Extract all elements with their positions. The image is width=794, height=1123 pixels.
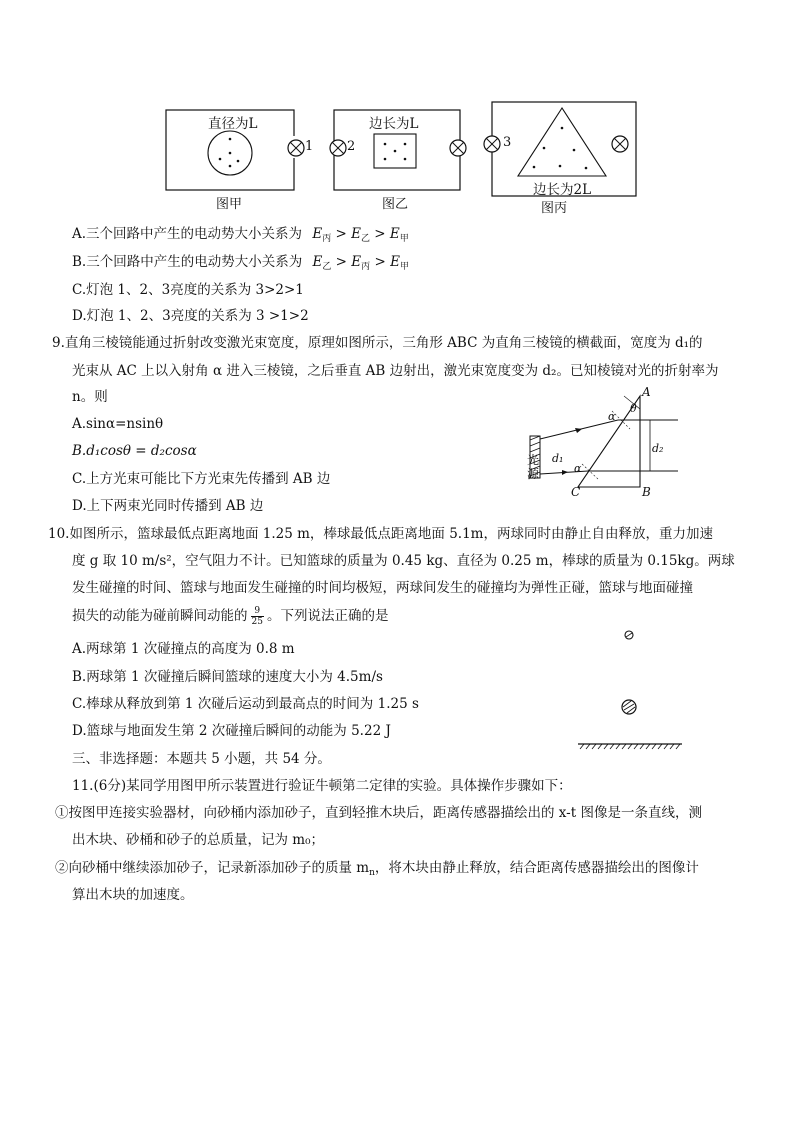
q11-intro: 11.(6分)某同学用图甲所示装置进行验证牛顿第二定律的实验。具体操作步骤如下： — [72, 778, 572, 794]
q8-option-a-text: A.三个回路中产生的电动势大小关系为 — [72, 226, 303, 242]
light-source-label-2: 源 — [527, 467, 540, 481]
balls-diagram — [576, 622, 686, 752]
q8-option-b — [72, 252, 409, 277]
ground — [578, 744, 682, 749]
q9-stem-line2: 光束从 AC 上以入射角 α 进入三棱镜，之后垂直 AB 边射出，激光束宽度变为 d₂。已知棱镜对光的折射率为 — [72, 363, 719, 379]
lamp-2-label: 2 — [347, 139, 356, 154]
q11-step1-line1: ①按图甲连接实验器材，向砂桶内添加砂子，直到轻推木块后，距离传感器描绘出的 x-t 图像是一条直线，测 — [55, 805, 702, 821]
figure-a-caption: 图甲 — [216, 197, 243, 212]
q8-option-a — [72, 224, 409, 249]
prism-width-d2: d₂ — [652, 442, 664, 455]
q8-option-b-text: B.三个回路中产生的电动势大小关系为 — [72, 254, 303, 270]
q10-stem-line2: 度 g 取 10 m/s²，空气阻力不计。已知篮球的质量为 0.45 kg、直径为 0.25 m，棒球的质量为 0.15kg。两球 — [72, 553, 735, 569]
q9-stem-line3: n。则 — [72, 389, 108, 405]
q10-stem-line4: 损失的动能为碰前瞬间动能的 $\frac{9}{25}$ 。下列说法正确的是 — [72, 606, 389, 627]
prism-vertex-a: A — [642, 385, 651, 399]
q11-step2-line2: 算出木块的加速度。 — [72, 887, 194, 903]
q11-step2-line1: ②向砂桶中继续添加砂子，记录新添加砂子的质量 $m_n$，将木块由静止释放，结合距离传感器描绘出的图像计 — [55, 860, 699, 878]
q9-option-b: B.d₁cosθ = d₂cosα — [72, 443, 197, 459]
figure-c-caption: 图丙 — [541, 201, 568, 216]
figure-c-label: 边长为2L — [533, 182, 592, 198]
q10-option-d: D.篮球与地面发生第 2 次碰撞后瞬间的动能为 5.22 J — [72, 723, 391, 739]
prism-angle-theta: θ — [630, 402, 637, 415]
figure-b-caption: 图乙 — [382, 197, 409, 212]
prism-vertex-b: B — [642, 485, 651, 499]
baseball — [625, 631, 633, 639]
q10-option-a: A.两球第 1 次碰撞点的高度为 0.8 m — [72, 641, 295, 657]
q8-option-d: D.灯泡 1、2、3亮度的关系为 3 >1>2 — [72, 308, 309, 324]
q9-option-d: D.上下两束光同时传播到 AB 边 — [72, 498, 264, 514]
fraction-9-25: $\frac{9}{25}$ — [251, 606, 263, 627]
q11-step1-line2: 出木块、砂桶和砂子的总质量，记为 m₀； — [72, 832, 325, 848]
lamp-3-label: 3 — [503, 135, 512, 150]
q10-stem-line1: 10.如图所示，篮球最低点距离地面 1.25 m，棒球最低点距离地面 5.1m，两球同时由静止自由释放，重力加速 — [48, 526, 713, 542]
q10-stem-line3: 发生碰撞的时间、篮球与地面发生碰撞的时间均极短，两球间发生的碰撞均为弹性正碰，篮球与地面碰撞 — [72, 580, 693, 596]
prism-width-d1: d₁ — [552, 452, 564, 465]
q9-stem-line1: 9.直角三棱镜能通过折射改变激光束宽度，原理如图所示，三角形 ABC 为直角三棱镜的横截面，宽度为 d₁的 — [52, 335, 703, 351]
q8-option-a-formula: $E_丙 > E_乙 > E_甲$ — [312, 226, 409, 244]
figure-a-label: 直径为L — [208, 116, 258, 132]
prism-vertex-c: C — [571, 485, 581, 499]
q9-option-c: C.上方光束可能比下方光束先传播到 AB 边 — [72, 471, 331, 487]
q9-option-a: A.sinα=nsinθ — [72, 416, 164, 432]
q10-option-b: B.两球第 1 次碰撞后瞬间篮球的速度大小为 4.5m/s — [72, 669, 383, 685]
section-3-heading: 三、非选择题：本题共 5 小题，共 54 分。 — [72, 751, 331, 767]
q8-option-b-formula: $E_乙 > E_丙 > E_甲$ — [312, 254, 409, 272]
light-source-label-1: 光 — [527, 453, 540, 467]
basketball — [622, 700, 636, 714]
lamp-1-label: 1 — [305, 139, 314, 154]
q8-option-c: C.灯泡 1、2、3亮度的关系为 3>2>1 — [72, 282, 304, 298]
figure-b-label: 边长为L — [369, 116, 419, 132]
prism-angle-alpha-top: α — [608, 410, 616, 423]
q10-option-c: C.棒球从释放到第 1 次碰后运动到最高点的时间为 1.25 s — [72, 696, 419, 712]
prism-angle-alpha-bottom: α — [574, 462, 582, 475]
